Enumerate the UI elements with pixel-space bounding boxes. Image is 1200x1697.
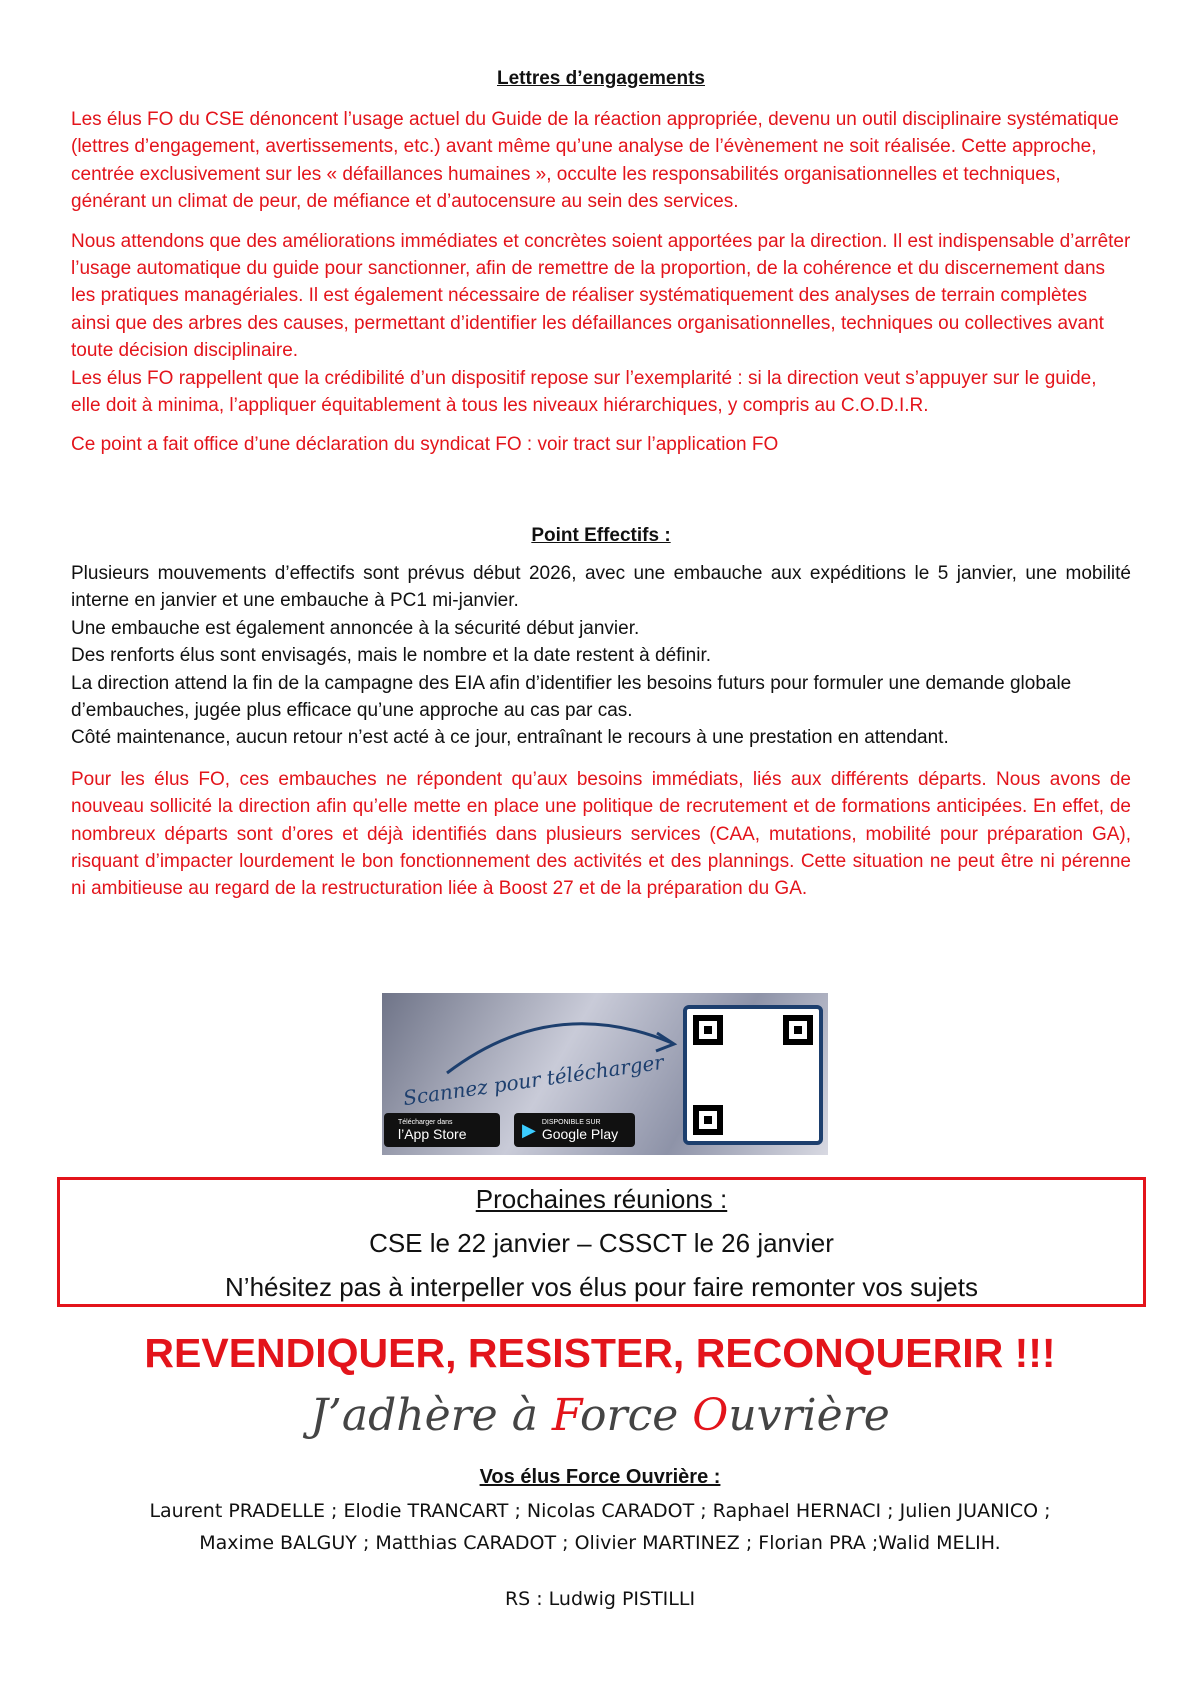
elected-members: [0, 1466, 1200, 1559]
badge-small-text: DISPONIBLE SUR: [541, 1118, 601, 1126]
scan-text: Scannez pour télécharger: [401, 1049, 666, 1111]
adhere-tagline: J’adhère à Force Ouvrière: [310, 1390, 890, 1441]
paragraph: Nous attendons que des améliorations immédiates et concrètes soient apportées par la direction. Il est indispensable d’arrêter l’usage automatique du guide pour sanctionner, afin de remettre de la proportion, de la cohérence et du discernement dans les pratiques managériales. Il est également nécessaire de réaliser systématiquement des analyses de terrain complètes ainsi que des arbres des causes, permettant d’identifier les défaillances organisationnelles, techniques ou collectives avant toute décision disciplinaire.: [71, 230, 1131, 362]
paragraph: Plusieurs mouvements d’effectifs sont prévus début 2026, avec une embauche aux expéditions le 5 janvier, une mobilité interne en janvier et une embauche à PC1 mi-janvier.: [71, 563, 1131, 612]
google-play-icon: ▶: [522, 1119, 536, 1140]
meetings-dates: CSE le 22 janvier – CSSCT le 26 janvier: [369, 1228, 834, 1258]
paragraph: Ce point a fait office d’une déclaration du syndicat FO : voir tract sur l’application FO: [71, 434, 779, 456]
google-play-badge[interactable]: [514, 1113, 635, 1147]
meetings-note: N’hésitez pas à interpeller vos élus pour faire remonter vos sujets: [225, 1272, 978, 1302]
paragraph: Les élus FO du CSE dénoncent l’usage actuel du Guide de la réaction appropriée, devenu un outil disciplinaire systématique (lettres d’engagement, avertissements, etc.) avant même qu’une analyse de l’évènement ne soit réalisée. Cette approche, centrée exclusivement sur les « défaillances humaines », occulte les responsabilités organisationnelles et techniques, générant un climat de peur, de méfiance et d’autocensure au sein des services.: [71, 109, 1119, 213]
next-meetings-box: [57, 1177, 1146, 1307]
elus-title: Vos élus Force Ouvrière :: [479, 1466, 721, 1488]
fo-comment: Pour les élus FO, ces embauches ne répondent qu’aux besoins immédiats, liés aux différents départs. Nous avons de nouveau sollicité la direction afin qu’elle mette en place une politique de recrutement et de formations anticipées. En effet, de nombreux départs sont d’ores et déjà identifiés dans plusieurs services (CAA, mutations, mobilité pour préparation GA), risquant d’impacter lourdement le bon fonctionnement des activités et des plannings. Cette situation ne peut être ni pérenne ni ambitieuse au regard de la restructuration liée à Boost 27 et de la préparation du GA.: [71, 768, 1131, 900]
section-point-effectifs: [71, 525, 1131, 903]
section-title: Lettres d’engagements: [497, 68, 705, 89]
paragraph: Une embauche est également annoncée à la sécurité début janvier.: [71, 617, 640, 639]
app-store-badge[interactable]: [384, 1113, 500, 1147]
section-lettres-engagements: [71, 68, 1131, 459]
qr-code[interactable]: [683, 1005, 823, 1145]
elus-line: Laurent PRADELLE ; Elodie TRANCART ; Nicolas CARADOT ; Raphael HERNACI ; Julien JUANICO ;: [149, 1500, 1051, 1522]
badge-big-text: Google Play: [541, 1125, 619, 1142]
paragraph: La direction attend la fin de la campagne des EIA afin d’identifier les besoins futurs pour formuler une demande globale d’embauches, jugée plus efficace qu’une approche au cas par cas.: [71, 672, 1072, 722]
paragraph: Côté maintenance, aucun retour n’est acté à ce jour, entraînant le recours à une prestation en attendant.: [71, 727, 949, 749]
rs-representative: RS : Ludwig PISTILLI: [504, 1588, 696, 1610]
paragraph: Des renforts élus sont envisagés, mais le nombre et la date restent à définir.: [71, 645, 711, 667]
badge-big-text: l’App Store: [398, 1125, 467, 1142]
paragraph: Les élus FO rappellent que la crédibilité d’un dispositif repose sur l’exemplarité : si la direction veut s’appuyer sur le guide, elle doit à minima, l’appliquer équitablement à tous les niveaux hiérarchiques, y compris au C.O.D.I.R.: [71, 367, 1097, 417]
badge-small-text: Télécharger dans: [398, 1118, 453, 1126]
app-download-banner: [382, 993, 828, 1155]
slogan: REVENDIQUER, RESISTER, RECONQUERIR !!!: [144, 1330, 1056, 1376]
elus-line: Maxime BALGUY ; Matthias CARADOT ; Olivier MARTINEZ ; Florian PRA ;Walid MELIH.: [199, 1532, 1001, 1554]
section-title: Point Effectifs :: [531, 525, 671, 546]
meetings-title: Prochaines réunions :: [475, 1184, 728, 1214]
